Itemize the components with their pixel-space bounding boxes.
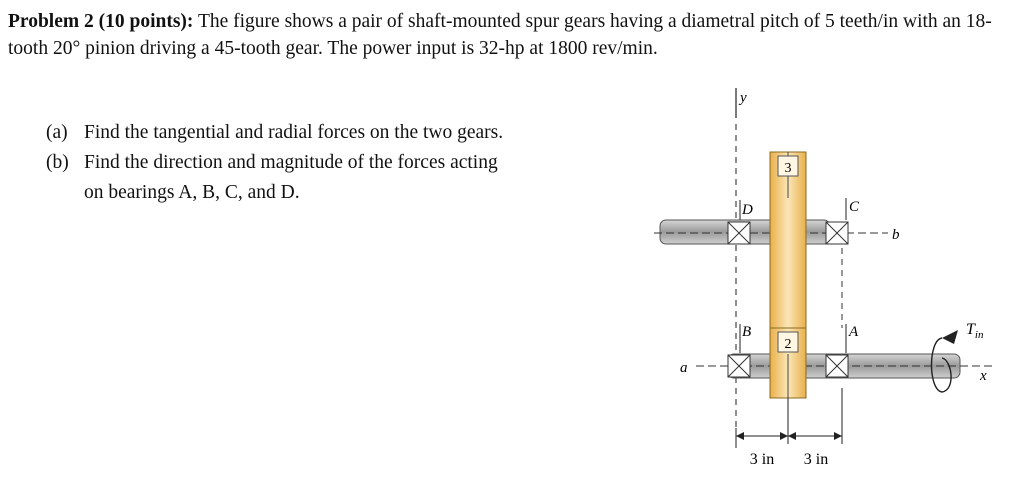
part-b-continuation: on bearings A, B, C, and D.	[84, 182, 300, 203]
problem-statement	[8, 8, 1014, 62]
gear-3-label: 3	[784, 161, 792, 176]
part-a	[46, 119, 503, 146]
shaft-b-label: b	[892, 227, 900, 243]
torque-arrow-head	[942, 330, 958, 344]
bearing-a	[826, 355, 848, 377]
bearing-a-label: A	[849, 324, 859, 340]
problem-text: The figure shows a pair of shaft-mounted spur gears having a diametral pitch of 5 teeth/in with an 18-tooth 20° pinion driving a 45-tooth gear. The power input is 32-hp at 1800 rev/min.	[8, 11, 992, 59]
torque-label: $T_{in}$	[966, 321, 984, 341]
problem-heading: Problem 2 (10 points):	[8, 11, 194, 32]
x-axis-label: x	[980, 368, 987, 384]
part-a-text: Find the tangential and radial forces on the two gears.	[84, 122, 504, 143]
bearing-c	[826, 222, 848, 244]
bearing-d	[728, 222, 750, 244]
bearing-b	[728, 355, 750, 377]
part-b	[46, 149, 498, 176]
part-a-label: (a)	[46, 122, 68, 143]
shaft-a-label: a	[680, 360, 688, 376]
part-b-text: Find the direction and magnitude of the forces acting	[84, 152, 498, 173]
dim-right-label: 3 in	[803, 451, 829, 468]
dim-left-label: 3 in	[749, 451, 775, 468]
part-b-label: (b)	[46, 152, 69, 173]
bearing-c-label: C	[849, 199, 860, 215]
y-axis-label: y	[740, 90, 747, 106]
gear-shaft-figure	[640, 88, 1010, 478]
bearing-b-label: B	[742, 324, 752, 340]
gear-2-label: 2	[784, 337, 792, 352]
bearing-d-label: D	[742, 202, 753, 218]
